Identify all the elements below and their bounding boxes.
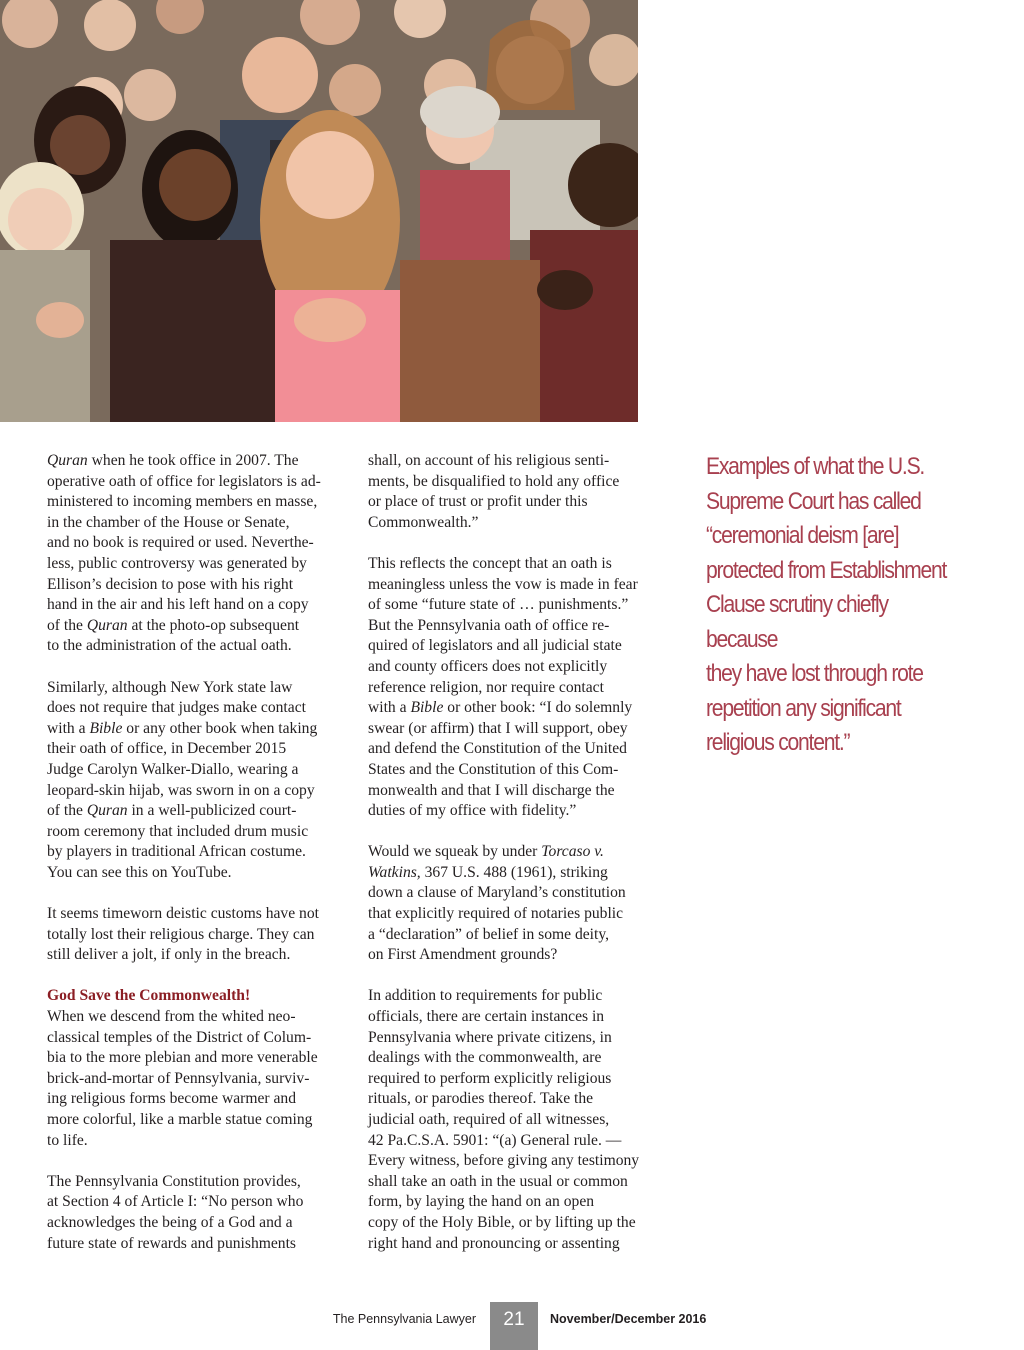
paragraph: The Pennsylvania Constitution provides, at Section 4 of Article I: “No person who acknowledges the being of a God and a future state of rewards and punishments: [47, 1172, 304, 1252]
paragraph: It seems timeworn deistic customs have not totally lost their religious charge. They can still deliver a jolt, if only in the breach.: [47, 905, 319, 964]
paragraph: Similarly, although New York state law does not require that judges make contact with a Bible or any other book when taking their oath of office, in December 2015 Judge Carolyn Walker-Diallo, wearing a leopard-skin hijab, was sworn in on a copy of the Quran in a well-publicized court- room ceremony that included drum music by players in traditional African costume. You can see this on YouTube.: [47, 678, 318, 881]
paragraph: shall, on account of his religious senti- ments, be disqualified to hold any office or place of trust or profit under this Commonwealth.”: [368, 452, 620, 531]
pull-quote: Examples of what the U.S. Supreme Court has called “ceremonial deism [are] protected from Establishment Clause scrutiny chiefly because they have lost through rote repetition any significant religious content.”: [706, 453, 947, 756]
issue-date: November/December 2016: [550, 1312, 707, 1326]
article-column-2: [368, 451, 658, 1275]
article-column-1: [47, 451, 347, 1275]
section-heading: God Save the Commonwealth!: [47, 987, 251, 1005]
paragraph: Quran when he took office in 2007. The operative oath of office for legislators is ad- ministered to incoming members en masse, in the chamber of the House or Senate, and no book is required or used. Neverthe- less, public controversy was generated by Ellison’s decision to pose with his right hand in the air and his left hand on a copy of the Quran at the photo-op subsequent to the administration of the actual oath.: [47, 452, 321, 655]
paragraph: In addition to requirements for public officials, there are certain instances in Pennsylvania where private citizens, in dealings with the commonwealth, are required to perform explicitly religious rituals, or parodies thereof. Take the judicial oath, required of all witnesses, 42 Pa.C.S.A. 5901: “(a) General rule. — Every witness, before giving any testimony shall take an oath in the usual or common form, by laying the hand on an open copy of the Holy Bible, or by lifting up the right hand and pronouncing or assenting: [368, 987, 640, 1252]
page-number: 21: [490, 1302, 538, 1350]
publication-name: The Pennsylvania Lawyer: [332, 1312, 476, 1326]
crowd-photo: [0, 0, 638, 422]
paragraph: Would we squeak by under Torcaso v. Watkins, 367 U.S. 488 (1961), striking down a clause of Maryland’s constitution that explicitly required of notaries public a “declaration” of belief in some deity, on First Amendment grounds?: [368, 843, 626, 964]
crowd-illustration: [0, 0, 638, 422]
page-footer: [0, 1302, 1024, 1350]
paragraph: This reflects the concept that an oath is meaningless unless the vow is made in fear of some “future state of … punishments.” But the Pennsylvania oath of office re- quired of legislators and all judicial state and county officers does not explicitly reference religion, nor require contact with a Bible or other book: “I do solemnly swear (or affirm) that I will support, obey and defend the Constitution of the United States and the Constitution of this Com- monwealth and that I will discharge the duties of my office with fidelity.”: [368, 554, 638, 820]
paragraph: When we descend from the whited neo- classical temples of the District of Colum- bia to the more plebian and more venerable brick-and-mortar of Pennsylvania, surviv- ing religious forms become warmer and more colorful, like a marble statue coming to life.: [47, 1008, 318, 1149]
